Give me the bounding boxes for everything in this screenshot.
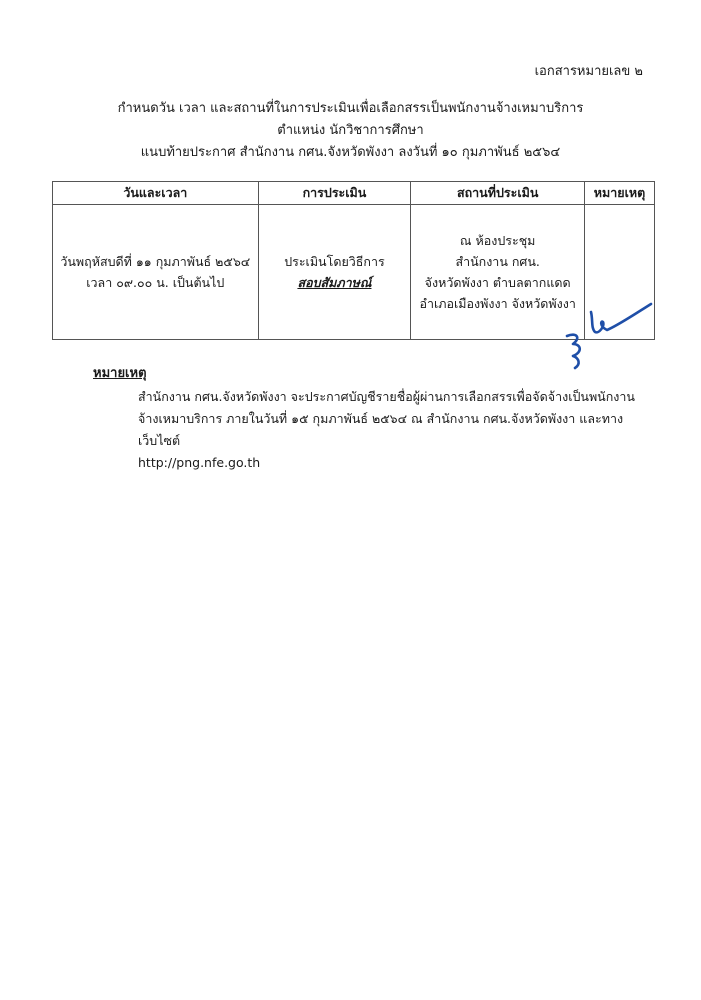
remarks-line-2: จ้างเหมาบริการ ภายในวันที่ ๑๕ กุมภาพันธ์ ๒๕๖๔ ณ สำนักงาน กศน.จังหวัดพังงา และทางเว็บไซต์ <box>138 411 624 448</box>
remarks-title: หมายเหตุ <box>93 366 147 381</box>
location-line-4: อำเภอเมืองพังงา จังหวัดพังงา <box>419 296 576 311</box>
heading-line-3: แนบท้ายประกาศ สำนักงาน กศน.จังหวัดพังงา ลงวันที่ ๑๐ กุมภาพันธ์ ๒๕๖๔ <box>140 145 561 160</box>
location-line-3: จังหวัดพังงา ตำบลตากแดด <box>424 275 571 290</box>
date-text: วันพฤหัสบดีที่ ๑๑ กุมภาพันธ์ ๒๕๖๔ <box>60 254 251 269</box>
website-text: http://png.nfe.go.th <box>138 455 261 470</box>
method-text: ประเมินโดยวิธีการ <box>284 254 385 269</box>
document-number: เอกสารหมายเลข ๒ <box>534 64 643 79</box>
cell-assessment <box>258 205 411 340</box>
header-assessment: การประเมิน <box>258 182 411 205</box>
cell-date-time <box>53 205 259 340</box>
header-location: สถานที่ประเมิน <box>411 182 585 205</box>
table-header-row <box>53 182 655 205</box>
time-text: เวลา ๐๙.๐๐ น. เป็นต้นไป <box>86 275 225 290</box>
remarks-line-1: สำนักงาน กศน.จังหวัดพังงา จะประกาศบัญชีรายชื่อผู้ผ่านการเลือกสรรเพื่อจัดจ้างเป็นพนักงาน <box>138 389 635 404</box>
document-heading <box>0 98 701 164</box>
header-date-time: วันและเวลา <box>53 182 259 205</box>
handwritten-signature <box>555 290 665 370</box>
header-note: หมายเหตุ <box>585 182 655 205</box>
heading-line-2: ตำแหน่ง นักวิชาการศึกษา <box>277 123 424 138</box>
location-line-2: สำนักงาน กศน. <box>455 254 540 269</box>
location-line-1: ณ ห้องประชุม <box>459 233 536 248</box>
remarks-body <box>138 386 658 474</box>
interview-text: สอบสัมภาษณ์ <box>297 275 372 290</box>
heading-line-1: กำหนดวัน เวลา และสถานที่ในการประเมินเพื่อเลือกสรรเป็นพนักงานจ้างเหมาบริการ <box>117 101 584 116</box>
